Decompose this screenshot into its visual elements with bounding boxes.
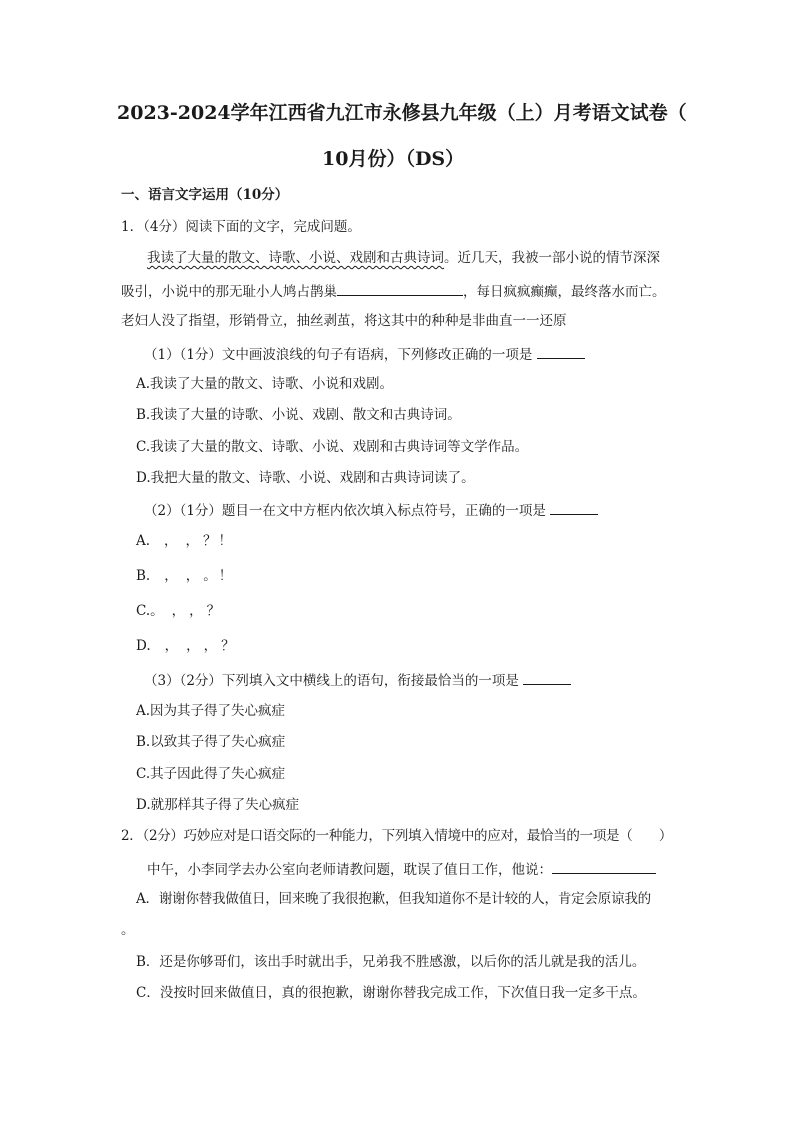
punct-mark: ， bbox=[186, 638, 200, 654]
punct-mark: ？ bbox=[221, 638, 235, 654]
answer-blank bbox=[537, 344, 585, 359]
sub3-stem bbox=[144, 670, 571, 690]
exam-title-line1: 2023-2024学年江西省九江市永修县九年级（上）月考语文试卷（ bbox=[117, 102, 687, 124]
section-heading: 一、语言文字运用（10分） bbox=[121, 187, 289, 203]
q2-option-c: C．没按时回来做值日，真的很抱歉，谢谢你替我完成工作，下次值日我一定多干点。 bbox=[136, 985, 646, 1001]
sub1-option-d: D.我把大量的散文、诗歌、小说、戏剧和古典诗词读了。 bbox=[136, 470, 475, 486]
sub3-option-a: A.因为其子得了失心疯症 bbox=[136, 703, 286, 719]
q1-passage-line3: 老妇人没了指望，形销骨立，抽丝剥茧，将这其中的种种是非曲直一一还原 bbox=[121, 313, 567, 329]
answer-blank bbox=[550, 500, 598, 515]
punct-mark: ， bbox=[189, 603, 203, 619]
punct-mark: ， bbox=[203, 638, 218, 654]
punct-mark: 。 bbox=[203, 568, 217, 584]
sub3-option-b: B.以致其子得了失心疯症 bbox=[136, 734, 286, 750]
option-label: D. bbox=[136, 638, 151, 654]
punct-mark: ， bbox=[164, 568, 178, 584]
punct-mark: ， bbox=[171, 603, 186, 619]
sub3-option-d: D.就那样其子得了失心疯症 bbox=[136, 797, 300, 813]
sub-question-text: （2）（1分）题目一在文中方框内依次填入标点符号，正确的一项是 bbox=[144, 503, 546, 519]
sub1-stem bbox=[144, 344, 585, 364]
punct-mark: ， bbox=[164, 533, 178, 549]
q2-stem: 2．（2分）巧妙应对是口语交际的一种能力，下列填入情境中的应对，最恰当的一项是（ ） bbox=[121, 828, 673, 844]
q1-passage-line2 bbox=[121, 281, 666, 301]
context-text: 中午，小李同学去办公室向老师请教问题，耽误了值日工作，他说： bbox=[147, 862, 552, 878]
passage-text: ，每日疯疯癫癫，最终落水而亡。 bbox=[463, 284, 666, 300]
passage-text: 吸引，小说中的那无耻小人鸠占鹊巢 bbox=[121, 284, 337, 300]
exam-title-line2: 10月份）（DS） bbox=[322, 148, 465, 170]
sub1-option-c: C.我读了大量的散文、诗歌、小说、戏剧和古典诗词等文学作品。 bbox=[136, 439, 529, 455]
wavy-underlined-sentence: 我读了大量的散文、诗歌、小说、戏剧和古典诗词 bbox=[147, 250, 444, 266]
q1-stem: 1．（4分）阅读下面的文字，完成问题。 bbox=[121, 219, 361, 235]
sub2-option-d bbox=[136, 637, 235, 655]
sub2-stem bbox=[144, 500, 598, 520]
sub3-option-c: C.其子因此得了失心疯症 bbox=[136, 766, 286, 782]
option-label: C. bbox=[136, 603, 151, 619]
fill-blank-line bbox=[337, 281, 463, 296]
answer-blank bbox=[552, 859, 656, 874]
punct-mark: ， bbox=[185, 533, 200, 549]
sub-question-text: （3）（2分）下列填入文中横线上的语句，衔接最恰当的一项是 bbox=[144, 673, 519, 689]
q2-option-a-cont: 。 bbox=[121, 922, 135, 938]
q2-option-a: A．谢谢你替我做值日，回来晚了我很抱歉，但我知道你不是计较的人，肯定会原谅我的 bbox=[136, 891, 651, 907]
sub1-option-b: B.我读了大量的诗歌、小说、戏剧、散文和古典诗词。 bbox=[136, 407, 461, 423]
punct-mark: ！ bbox=[218, 533, 233, 549]
punct-mark: ， bbox=[164, 638, 179, 654]
sub-question-text: （1）（1分）文中画波浪线的句子有语病，下列修改正确的一项是 bbox=[144, 347, 533, 363]
option-label: B. bbox=[136, 568, 151, 584]
punct-mark: ？ bbox=[206, 603, 221, 619]
sub2-option-c bbox=[136, 602, 220, 620]
q2-context bbox=[147, 859, 656, 879]
passage-text: 。近几天，我被一部小说的情节深深 bbox=[444, 250, 660, 266]
q1-passage-line1 bbox=[147, 249, 660, 267]
sub2-option-b bbox=[136, 567, 232, 585]
option-label: A. bbox=[136, 533, 151, 549]
punct-mark: ？ bbox=[203, 533, 217, 549]
punct-mark: ， bbox=[185, 568, 200, 584]
q2-option-b: B．还是你够哥们，该出手时就出手，兄弟我不胜感激，以后你的活儿就是我的活儿。 bbox=[136, 954, 646, 970]
answer-blank bbox=[523, 670, 571, 685]
sub1-option-a: A.我读了大量的散文、诗歌、小说和戏剧。 bbox=[136, 376, 394, 392]
punct-mark: ！ bbox=[218, 568, 233, 584]
sub2-option-a bbox=[136, 532, 232, 550]
punct-mark: 。 bbox=[150, 603, 164, 619]
